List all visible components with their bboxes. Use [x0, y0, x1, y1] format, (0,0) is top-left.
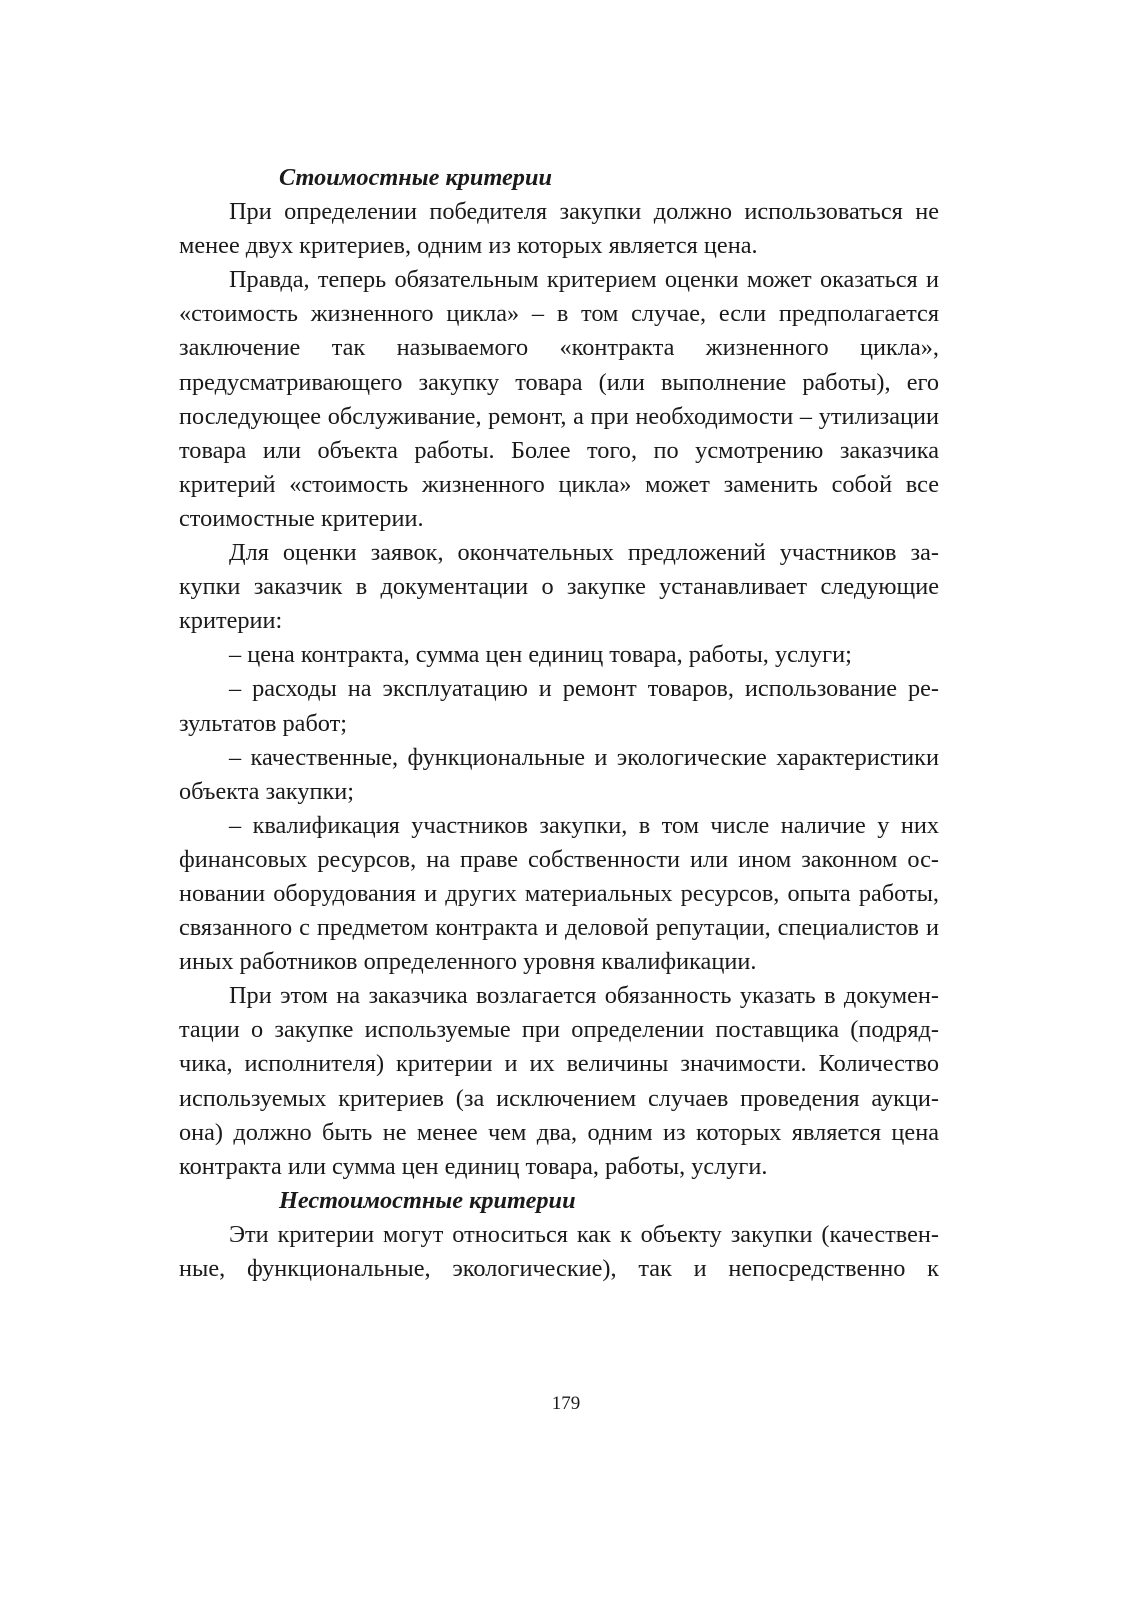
list-item: – расходы на эксплуатацию и ремонт товаров, использование результатов работ; [179, 675, 939, 737]
paragraph: При этом на заказчика возлагается обязанность указать в документации о закупке используемые при определении поставщика (подрядчика, исполнителя) критерии и их величины значимости. Количество используемых критериев (за исключением случаев проведения аукциона) должно быть не менее чем два, одним из которых является цена контракта или сумма цен единиц товара, работы, услуги. [179, 982, 939, 1180]
list-item: – цена контракта, сумма цен единиц товара, работы, услуги; [229, 641, 852, 669]
paragraph: Эти критерии могут относиться как к объекту закупки (качественные, функциональные, экологические), так и непосредственно к [179, 1220, 939, 1282]
paragraph: Правда, теперь обязательным критерием оценки может оказаться и «стоимость жизненного цикла» – в том случае, если предполагается заключение так называемого «контракта жизненного цикла», предусматривающего закупку товара (или выполнение работы), его последующее обслуживание, ремонт, а при необходимости – утилизации товара или объекта работы. Более того, по усмотрению заказчика критерий «стоимость жизненного цикла» может заменить собой все стоимостные критерии. [179, 266, 939, 532]
list-item: – качественные, функциональные и экологические характеристики объекта закупки; [179, 743, 939, 805]
paragraph: При определении победителя закупки должно использоваться не менее двух критериев, одним из которых является цена. [179, 198, 939, 260]
page-number: 179 [551, 1393, 581, 1414]
section-heading-cost-criteria: Стоимостные критерии [279, 164, 552, 191]
section-heading-noncost-criteria: Нестоимостные критерии [279, 1186, 576, 1214]
paragraph: Для оценки заявок, окончательных предложений участников закупки заказчик в документации о закупке устанавливает следующие критерии: [179, 539, 939, 635]
page-text [179, 161, 939, 1286]
list-item: – квалификация участников закупки, в том числе наличие у них финансовых ресурсов, на праве собственности или ином законном основании оборудования и других материальных ресурсов, опыта работы, связанного с предметом контракта и деловой репутации, специалистов и иных работников определенного уровня квалификации. [179, 811, 939, 976]
